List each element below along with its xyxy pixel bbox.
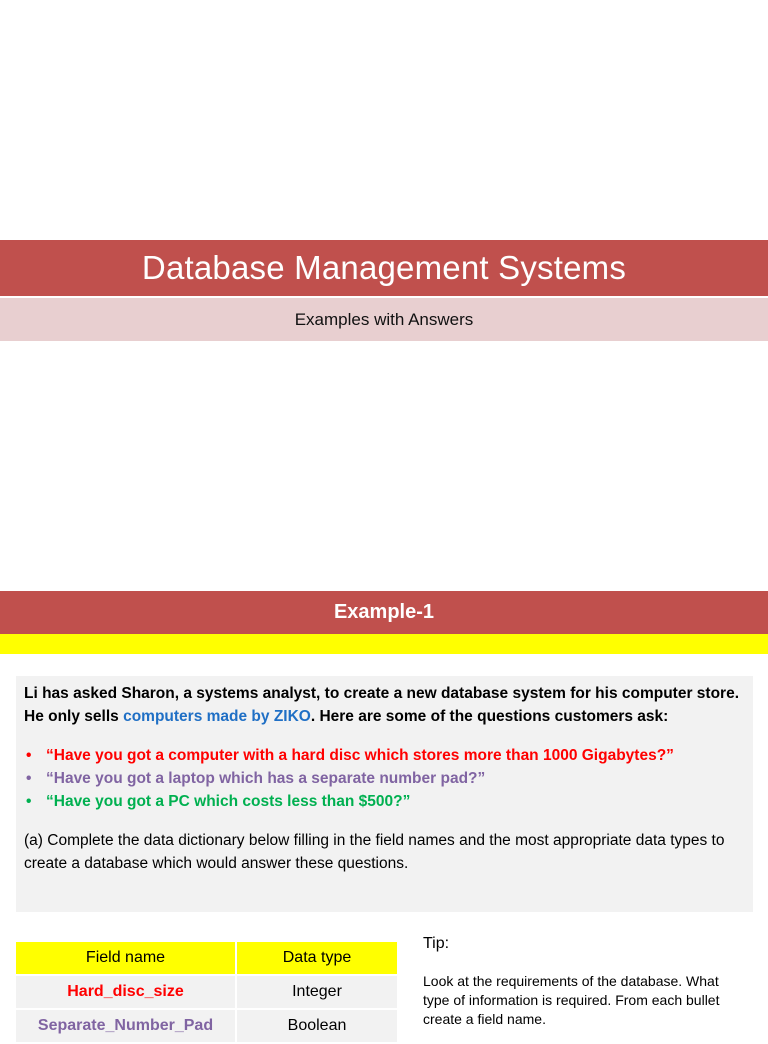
customer-questions-list [24, 744, 745, 813]
question-item [24, 744, 745, 767]
question-text: “Have you got a PC which costs less than $500?” [46, 793, 411, 810]
example-heading: Example-1 [333, 601, 435, 623]
question-intro [24, 682, 745, 728]
header-data-type: Data type [236, 942, 398, 975]
data-type-cell: Integer [236, 975, 398, 1009]
task-instruction: (a) Complete the data dictionary below filling in the field names and the most appropriate data types to create a database which would answer these questions. [24, 832, 725, 872]
example-heading-banner [0, 591, 768, 634]
table-header-row [16, 942, 398, 975]
intro-text-start: Li has asked Sharon, a systems analyst, to create a new database system for his computer store. He only sells [24, 685, 740, 725]
page-title-banner [0, 240, 768, 296]
highlight-strip [0, 634, 768, 654]
bullet-icon: • [26, 770, 32, 787]
data-type-cell: Boolean [236, 1009, 398, 1043]
intro-text-end: . Here are some of the questions customers ask: [310, 708, 669, 725]
table-row [16, 1009, 398, 1043]
field-name-cell: Separate_Number_Pad [16, 1009, 236, 1043]
tip-label: Tip: [423, 935, 450, 952]
page-subtitle: Examples with Answers [294, 309, 474, 329]
question-item [24, 767, 745, 790]
question-item [24, 790, 745, 813]
data-dictionary-table [16, 942, 399, 1044]
bullet-icon: • [26, 793, 32, 810]
page-title: Database Management Systems [141, 249, 627, 286]
field-name-cell: Hard_disc_size [16, 975, 236, 1009]
table-row [16, 975, 398, 1009]
subtitle-banner [0, 298, 768, 341]
intro-highlight: computers made by ZIKO [123, 708, 311, 725]
tip-text: Look at the requirements of the database. What type of information is required. From each bullet create a field name. [423, 973, 720, 1027]
question-text: “Have you got a laptop which has a separate number pad?” [46, 770, 486, 787]
bullet-icon: • [26, 747, 32, 764]
question-box [16, 676, 753, 912]
header-field-name: Field name [16, 942, 236, 975]
question-text: “Have you got a computer with a hard disc which stores more than 1000 Gigabytes?” [46, 747, 674, 764]
